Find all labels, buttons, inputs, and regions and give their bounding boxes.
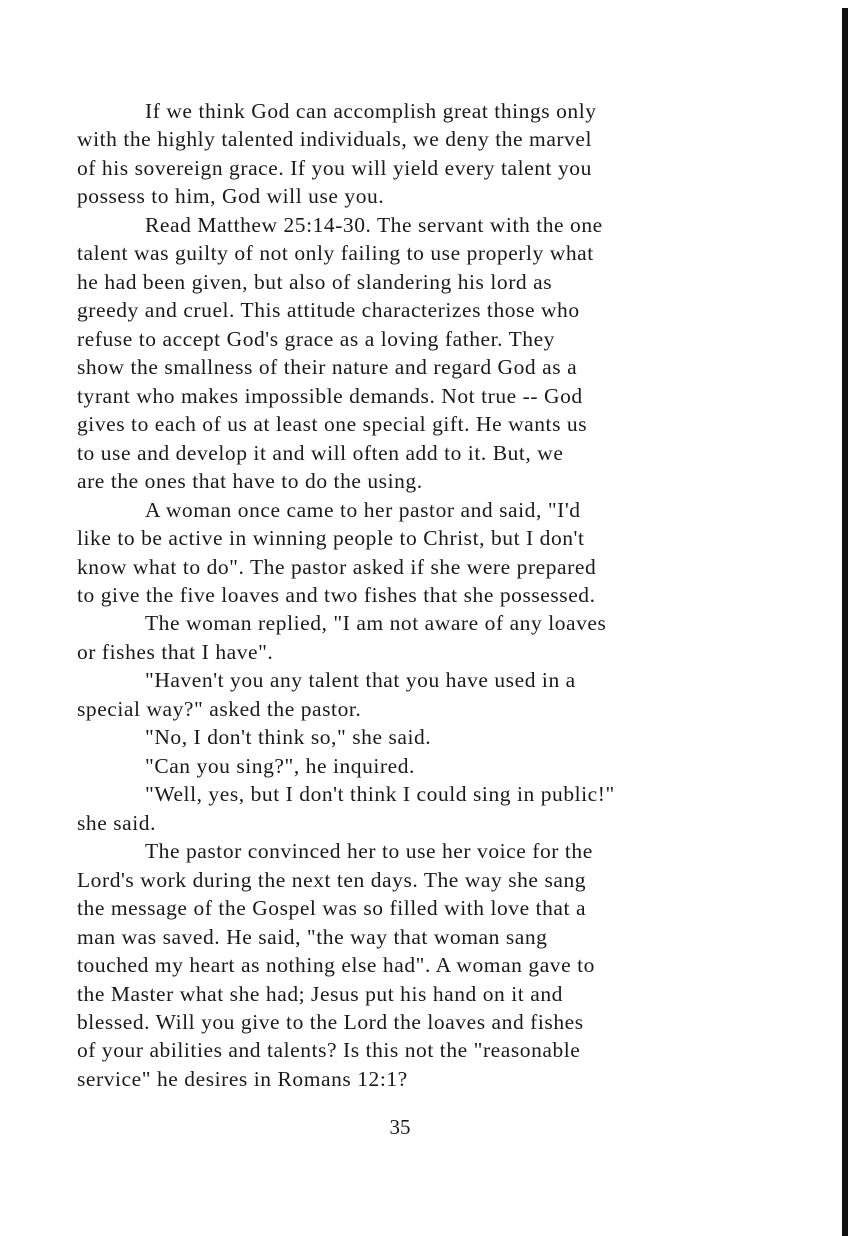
text-line: like to be active in winning people to Christ, but I don't: [77, 526, 585, 551]
text-line: touched my heart as nothing else had". A woman gave to: [77, 953, 595, 978]
body-text: [77, 97, 757, 1093]
text-line: of his sovereign grace. If you will yield every talent you: [77, 155, 592, 180]
text-line: The woman replied, "I am not aware of any loaves: [145, 611, 607, 636]
text-line: to use and develop it and will often add to it. But, we: [77, 440, 564, 465]
text-line: "Can you sing?", he inquired.: [145, 753, 415, 778]
page-number: 35: [389, 1115, 411, 1139]
text-line: special way?" asked the pastor.: [77, 696, 362, 721]
text-line: greedy and cruel. This attitude characterizes those who: [77, 298, 580, 323]
text-line: "Well, yes, but I don't think I could sing in public!": [145, 782, 615, 807]
text-line: If we think God can accomplish great things only: [145, 99, 597, 123]
text-line: he had been given, but also of slandering his lord as: [77, 269, 553, 294]
text-line: possess to him, God will use you.: [77, 184, 385, 209]
text-line: gives to each of us at least one special gift. He wants us: [77, 412, 588, 437]
text-line: The pastor convinced her to use her voice for the: [145, 839, 593, 864]
text-line: "No, I don't think so," she said.: [145, 725, 432, 750]
text-line: are the ones that have to do the using.: [77, 469, 423, 494]
text-line: to give the five loaves and two fishes that she possessed.: [77, 582, 596, 607]
text-line: tyrant who makes impossible demands. Not true -- God: [77, 383, 583, 408]
text-line: Lord's work during the next ten days. The way she sang: [77, 867, 587, 892]
text-line: the Master what she had; Jesus put his hand on it and: [77, 981, 563, 1006]
text-line: refuse to accept God's grace as a loving father. They: [77, 326, 555, 351]
text-line: blessed. Will you give to the Lord the loaves and fishes: [77, 1010, 584, 1034]
text-line: of your abilities and talents? Is this not the "reasonable: [77, 1038, 581, 1063]
text-line: service" he desires in Romans 12:1?: [77, 1066, 408, 1091]
text-line: talent was guilty of not only failing to use properly what: [77, 241, 594, 266]
text-line: show the smallness of their nature and regard God as a: [77, 355, 578, 380]
text-line: Read Matthew 25:14-30. The servant with the one: [145, 212, 603, 237]
text-line: man was saved. He said, "the way that woman sang: [77, 924, 548, 949]
text-line: the message of the Gospel was so filled with love that a: [77, 896, 587, 921]
text-line: A woman once came to her pastor and said, "I'd: [145, 497, 581, 522]
text-line: know what to do". The pastor asked if she were prepared: [77, 554, 597, 579]
text-line: or fishes that I have".: [77, 639, 274, 664]
text-line: she said.: [77, 810, 156, 835]
scan-edge: [842, 8, 848, 1236]
text-line: with the highly talented individuals, we deny the marvel: [77, 127, 593, 152]
text-line: "Haven't you any talent that you have used in a: [145, 668, 576, 693]
